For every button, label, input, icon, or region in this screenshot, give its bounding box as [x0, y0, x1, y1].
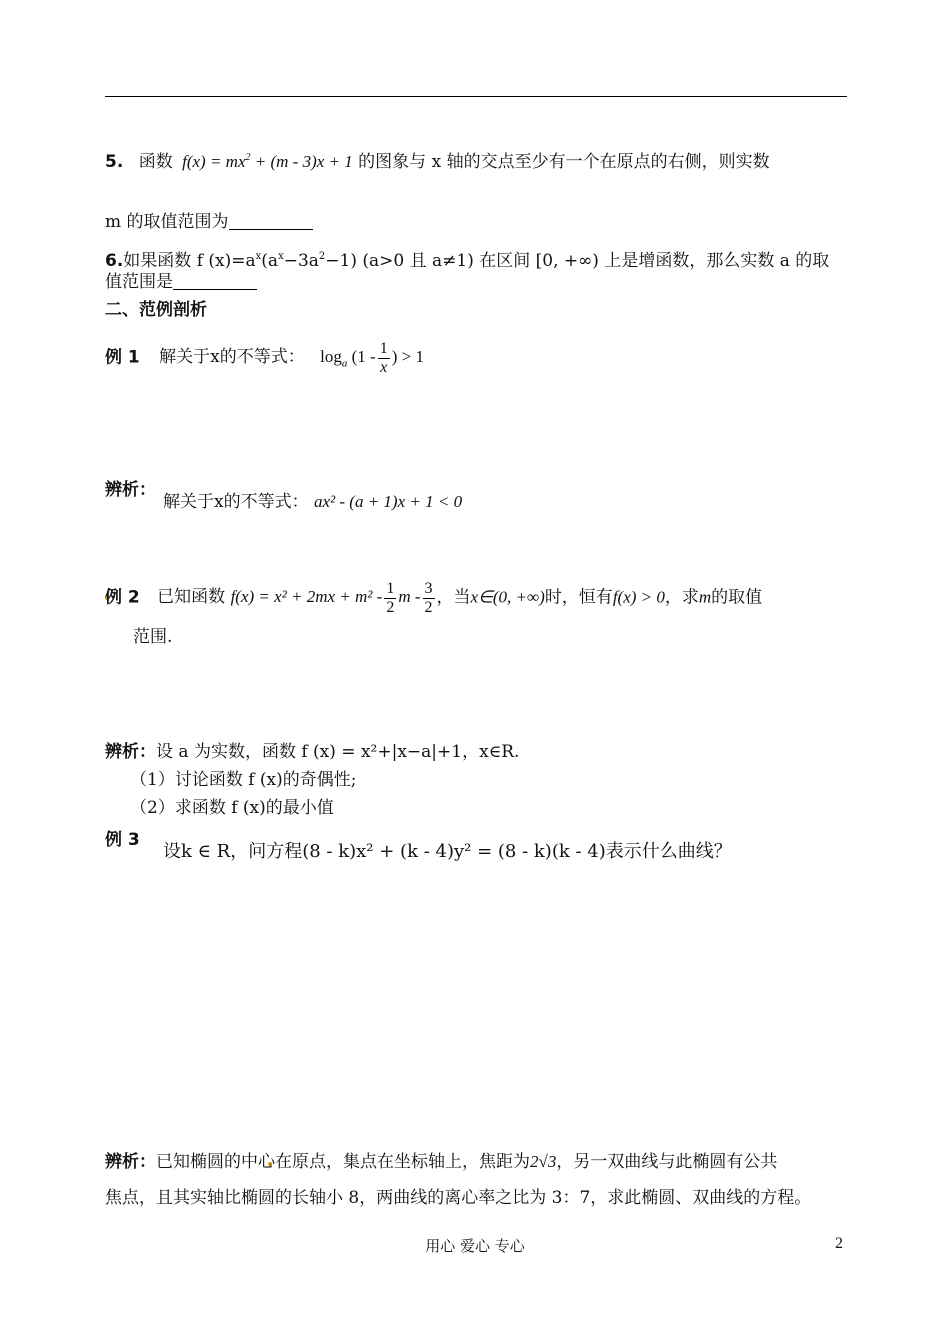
page-number: 2 [835, 1235, 843, 1252]
question-5-formula: $f(x) = mx^2 + (m - 3)x + 1$ [182, 152, 353, 171]
question-5-line2 [105, 210, 313, 234]
question-6-line2-text: 值范围是 [105, 272, 173, 292]
analysis-2-text: 设 a 为实数，函数 f (x) = x²+|x−a|+1，x∈R. [156, 742, 520, 762]
example-3-label: 例 3 [105, 830, 140, 850]
question-6-line1: 6.如果函数 f $(x)=a^x(a^x-3a^2-1)$ (a>0 且 a≠1) 在区间 [0, +∞) 上是增函数，那么实数 a 的取 [105, 251, 830, 271]
question-6-number: 6. [105, 251, 124, 271]
page-footer: 用心 爱心 专心 [425, 1237, 525, 1255]
analysis-2-label: 辨析： [105, 742, 156, 762]
example-1-text: 解关于x的不等式： [159, 347, 305, 368]
header-rule [105, 96, 847, 97]
example-3 [105, 828, 140, 852]
analysis-1-body [163, 490, 462, 514]
analysis-3-line2: 焦点，且其实轴比椭圆的长轴小 8，两曲线的离心率之比为 3：7，求此椭圆、双曲线的方程。 [105, 1188, 812, 1208]
example-2-label: 例 2 [105, 587, 140, 608]
question-5-lead: 函数 [138, 152, 173, 172]
question-5-number: 5. [105, 152, 124, 172]
example-2-line2: 范围. [133, 627, 173, 647]
example-2-line1: 例 2 已知函数 f(x) = x² + 2mx + m² - $\frac{1}{2}$ m - $\frac{3}{2}$ ，当x∈(0, +∞)时，恒有f(x) > 0，求m的取值 [105, 580, 763, 616]
analysis-1 [105, 478, 156, 502]
example-1-formula: $\log_a (1$ - $\frac{1}{x}$ ) > 1 [320, 340, 424, 376]
analysis-1-text: 解关于x的不等式： [163, 492, 309, 512]
question-5-line2-text: m 的取值范围为 [105, 212, 229, 232]
analysis-2-item-2: （2）求函数 f (x)的最小值 [130, 798, 334, 818]
question-5-line1 [105, 146, 770, 174]
analysis-3-line1: 辨析：已知椭圆的中心在原点，集点在坐标轴上，焦距为2√3，另一双曲线与此椭圆有公共 [105, 1152, 778, 1172]
example-2-formula: f(x) = x² + 2mx + m² - $\frac{1}{2}$ m - $\frac{3}{2}$ [230, 580, 433, 616]
answer-blank[interactable] [229, 211, 313, 230]
analysis-1-label: 辨析： [105, 480, 156, 500]
example-1-label: 例 1 [105, 347, 140, 368]
answer-blank[interactable] [173, 271, 257, 290]
question-6-line2 [105, 270, 257, 294]
analysis-1-formula: ax² - (a + 1)x + 1 < 0 [314, 492, 463, 511]
example-3-body: 设k ∈ R，问方程(8 - k)x² + (k - 4)y² = (8 - k)(k - 4)表示什么曲线？ [163, 841, 732, 862]
analysis-3-label: 辨析： [105, 1152, 156, 1172]
analysis-2 [105, 740, 519, 764]
example-1 [105, 340, 424, 377]
analysis-2-item-1: （1）讨论函数 f (x)的奇偶性; [130, 770, 357, 790]
section-heading: 二、范例剖析 [105, 300, 207, 320]
question-5-text: 的图象与 x 轴的交点至少有一个在原点的右侧，则实数 [358, 152, 770, 172]
